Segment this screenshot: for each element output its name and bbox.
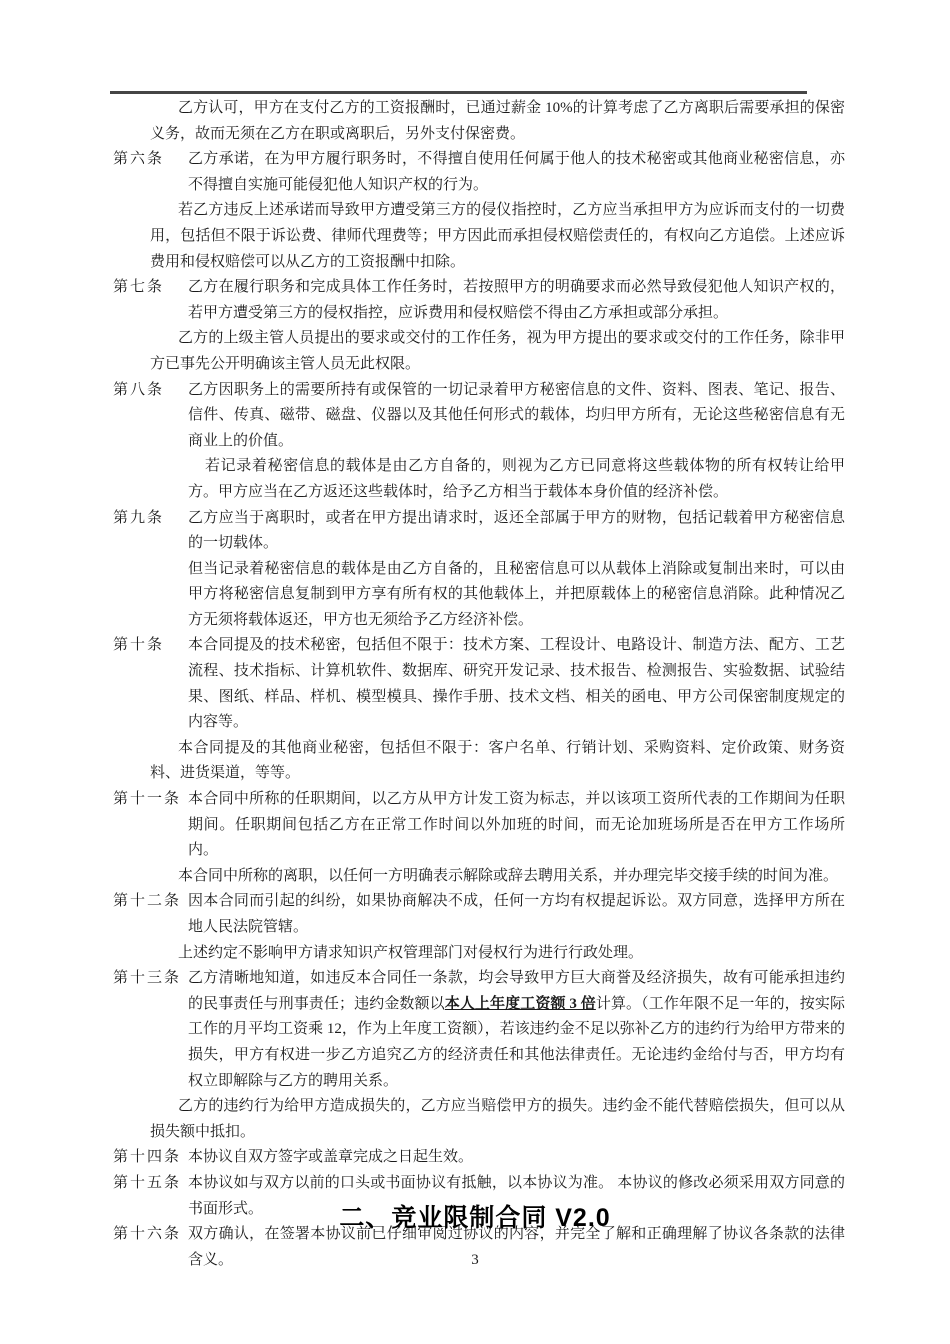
header-rule	[110, 91, 807, 94]
emphasized-penalty-text: 本人上年度工资额 3 倍	[444, 995, 596, 1012]
article-row	[113, 506, 845, 634]
article-text	[188, 506, 845, 634]
article-paragraph	[188, 275, 845, 326]
article-text	[150, 966, 845, 1145]
article-row	[113, 96, 845, 147]
article-paragraph	[188, 889, 845, 940]
paragraph-text-run: 上述约定不影响甲方请求知识产权管理部门对侵权行为进行行政处理。	[178, 944, 644, 961]
article-label: 第八条	[113, 381, 165, 398]
paragraph-text-run: 乙方承诺，在为甲方履行职务时，不得擅自使用任何属于他人的技术秘密或其他商业秘密信息，亦不得擅自实施可能侵犯他人知识产权的行为。	[188, 151, 845, 193]
paragraph-text-run: 乙方在履行职务和完成具体工作任务时，若按照甲方的明确要求而必然导致侵犯他人知识产权的，若甲方遭受第三方的侵权指控，应诉费用和侵权赔偿不得由乙方承担或部分承担。	[188, 279, 845, 321]
article-label: 第十条	[113, 637, 165, 654]
article-paragraph	[150, 1094, 845, 1145]
article-paragraph	[150, 864, 845, 890]
article-label: 第十一条	[113, 791, 182, 808]
article-paragraph	[188, 787, 845, 864]
article-label: 第六条	[113, 151, 165, 168]
article-text	[178, 889, 845, 966]
paragraph-text-run: 本合同中所称的任职期间，以乙方从甲方计发工资为标志，并以该项工资所代表的工作期间为任职期间。任职期间包括乙方在正常工作时间以外加班的时间，而无论加班场所是否在甲方工作场所内。	[188, 791, 845, 859]
paragraph-text-run: 乙方的上级主管人员提出的要求或交付的工作任务，视为甲方提出的要求或交付的工作任务，除非甲方已事先公开明确该主管人员无此权限。	[150, 330, 845, 372]
paragraph-text-run: 乙方清晰地知道，如违反本合同任一条款，均会导致甲方巨大商誉及经济损失，故有可能承担违约的民事责任与刑事责任；违约金数额以	[188, 970, 845, 1012]
article-paragraph	[188, 506, 845, 557]
paragraph-text-run: 乙方认可，甲方在支付乙方的工资报酬时，已通过薪金 10%的计算考虑了乙方离职后需要承担的保密义务，故而无须在乙方在职或离职后，另外支付保密费。	[150, 100, 845, 142]
paragraph-text-run: 若乙方违反上述承诺而导致甲方遭受第三方的侵仪指控时，乙方应当承担甲方为应诉而支付的一切费用，包括但不限于诉讼费、律师代理费等；甲方因此而承担侵权赔偿责任的，有权向乙方追偿。上述应诉费用和侵权赔偿可以从乙方的工资报酬中扣除。	[150, 202, 845, 270]
article-row	[113, 633, 845, 787]
article-text	[188, 378, 845, 506]
article-paragraph	[188, 966, 845, 1094]
article-paragraph	[188, 557, 845, 634]
paragraph-text-run: 若记录着秘密信息的载体是由乙方自备的，则视为乙方已同意将这些载体物的所有权转让给甲方。甲方应当在乙方返还这些载体时，给予乙方相当于载体本身价值的经济补偿。	[188, 458, 845, 500]
article-paragraph	[188, 1145, 845, 1171]
article-label: 第九条	[113, 509, 165, 526]
next-section-heading: 二、竞业限制合同 V2.0	[339, 1204, 611, 1232]
article-label: 第十六条	[113, 1226, 182, 1243]
paragraph-text-run: 乙方应当于离职时，或者在甲方提出请求时，返还全部属于甲方的财物，包括记载着甲方秘密信息的一切载体。	[188, 509, 845, 552]
article-row	[113, 889, 845, 966]
article-row	[113, 378, 845, 506]
paragraph-text-run: 乙方因职务上的需要所持有或保管的一切记录着甲方秘密信息的文件、资料、图表、笔记、报告、信件、传真、磁带、磁盘、仪器以及其他任何形式的载体，均归甲方所有，无论这些秘密信息有无商业上的价值。	[188, 381, 845, 449]
paragraph-text-run: 但当记录着秘密信息的载体是由乙方自备的，且秘密信息可以从载体上消除或复制出来时，可以由甲方将秘密信息复制到甲方享有所有权的其他载体上，并把原载体上的秘密信息消除。此种情况乙方无须将载体返还，甲方也无须给予乙方经济补偿。	[188, 560, 845, 628]
document-body	[113, 96, 845, 1273]
article-row	[113, 275, 845, 377]
article-row	[113, 787, 845, 889]
article-label: 第十二条	[113, 893, 182, 910]
article-paragraph	[188, 454, 845, 505]
article-text	[150, 147, 845, 275]
paragraph-text-run: 本合同提及的技术秘密，包括但不限于：技术方案、工程设计、电路设计、制造方法、配方、工艺流程、技术指标、计算机软件、数据库、研究开发记录、技术报告、检测报告、实验数据、试验结果、图纸、样品、样机、模型模具、操作手册、技术文档、相关的函电、甲方公司保密制度规定的内容等。	[188, 637, 845, 731]
article-text	[188, 1145, 845, 1171]
article-text	[178, 787, 845, 889]
article-paragraph	[150, 736, 845, 787]
article-paragraph	[150, 941, 845, 967]
article-text	[150, 275, 845, 377]
article-paragraph	[150, 96, 845, 147]
article-label: 第十四条	[113, 1149, 182, 1166]
paragraph-text-run: 本协议自双方签字或盖章完成之日起生效。	[188, 1149, 474, 1166]
paragraph-text-run: 本协议如与双方以前的口头或书面协议有抵触，以本协议为准。 本协议的修改必须采用双方同意的书面形式。	[188, 1174, 845, 1217]
paragraph-text-run: 计算。（工作年限不足一年的，按实际工作的月平均工资乘 12，作为上年度工资额），若该违约金不足以弥补乙方的违约行为给甲方带来的损失，甲方有权进一步乙方追究乙方的经济责任和其他法律责任。无论违约金给付与否，甲方均有权立即解除与乙方的聘用关系。	[188, 995, 845, 1089]
article-text	[150, 96, 845, 147]
article-paragraph	[188, 633, 845, 735]
paragraph-text-run: 本合同提及的其他商业秘密，包括但不限于：客户名单、行销计划、采购资料、定价政策、财务资料、进货渠道，等等。	[150, 739, 845, 782]
article-label: 第七条	[113, 279, 165, 296]
paragraph-text-run: 乙方的违约行为给甲方造成损失的，乙方应当赔偿甲方的损失。违约金不能代替赔偿损失，但可以从损失额中抵扣。	[150, 1098, 845, 1140]
paragraph-text-run: 本合同中所称的离职，以任何一方明确表示解除或辞去聘用关系，并办理完毕交接手续的时间为准。	[178, 867, 839, 884]
article-row	[113, 1145, 845, 1171]
article-label: 第十五条	[113, 1174, 182, 1191]
paragraph-text-run: 双方确认，在签署本协议前已仔细审阅过协议的内容，并完全了解和正确理解了协议各条款的法律含义。	[188, 1226, 845, 1268]
page-number: 3	[471, 1252, 479, 1268]
article-row	[113, 966, 845, 1145]
article-paragraph	[150, 198, 845, 275]
paragraph-text-run: 因本合同而引起的纠纷，如果协商解决不成，任何一方均有权提起诉讼。双方同意，选择甲方所在地人民法院管辖。	[188, 893, 845, 935]
article-paragraph	[150, 326, 845, 377]
article-text	[150, 633, 845, 787]
article-paragraph	[188, 378, 845, 455]
article-label: 第十三条	[113, 970, 182, 987]
article-paragraph	[188, 147, 845, 198]
article-row	[113, 147, 845, 275]
